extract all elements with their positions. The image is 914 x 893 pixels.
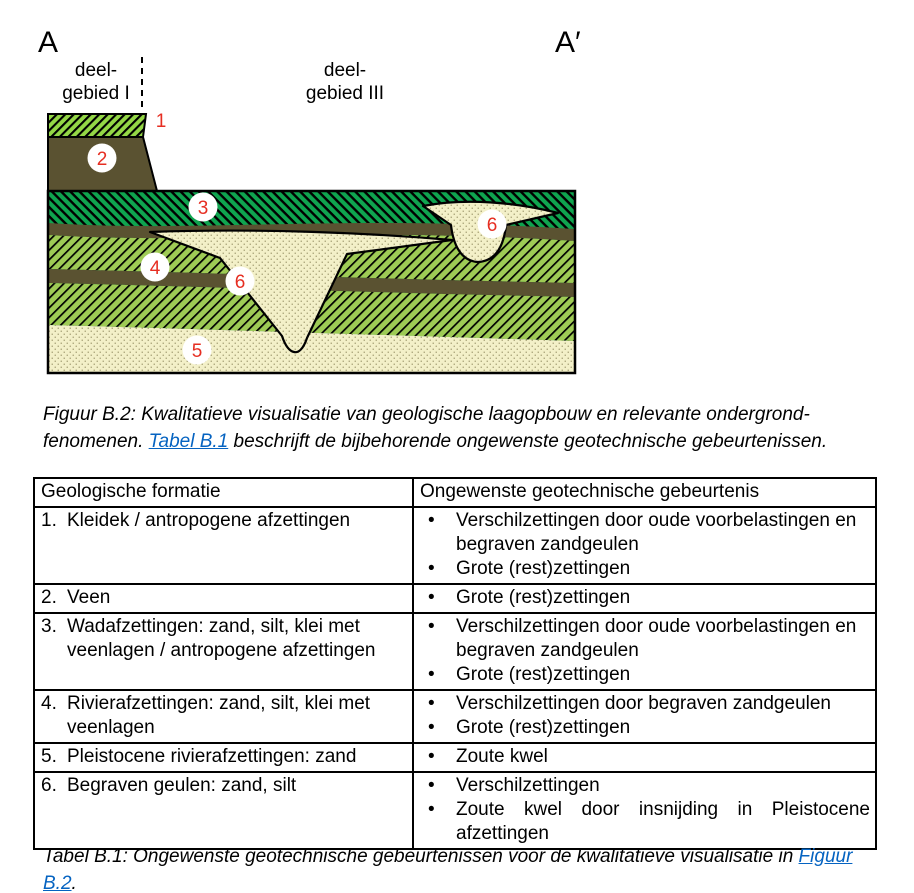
formation-cell xyxy=(34,772,413,849)
table-header-row xyxy=(34,478,876,507)
bullet-glyph: • xyxy=(428,510,435,531)
event-bullet-line xyxy=(416,509,873,557)
bullet-glyph: • xyxy=(428,558,435,579)
table-row xyxy=(34,507,876,584)
event-bullet-line xyxy=(416,745,873,769)
events-cell xyxy=(413,772,876,849)
event-text: Grote (rest)zettingen xyxy=(456,558,631,579)
bullet-glyph: • xyxy=(428,775,435,796)
event-text: Verschilzettingen xyxy=(456,775,600,796)
table-body xyxy=(34,507,876,849)
formation-text: Kleidek / antropogene afzettingen xyxy=(67,510,351,531)
event-text: Zoute kwel door insnijding in Pleistocene afzettingen xyxy=(456,799,870,844)
formation-cell xyxy=(34,584,413,613)
figure-caption-text-2: beschrijft de bijbehorende ongewenste geotechnische gebeurtenissen. xyxy=(228,431,828,452)
event-bullet-line xyxy=(416,586,873,610)
event-bullet-line xyxy=(416,692,873,716)
event-bullet-line xyxy=(416,716,873,740)
events-cell xyxy=(413,584,876,613)
formation-text: Begraven geulen: zand, silt xyxy=(67,775,297,796)
bullet-glyph: • xyxy=(428,717,435,738)
events-cell xyxy=(413,743,876,772)
table-caption-text-1: Tabel B.1: Ongewenste geotechnische gebeurtenissen voor de kwalitatieve visualisatie in xyxy=(43,846,799,867)
event-text: Verschilzettingen door begraven zandgeulen xyxy=(456,693,831,714)
bullet-glyph: • xyxy=(428,664,435,685)
formation-cell xyxy=(34,690,413,743)
bullet-glyph: • xyxy=(428,616,435,637)
label-6-small: 6 xyxy=(486,215,498,236)
bullet-glyph: • xyxy=(428,799,435,820)
bullet-glyph: • xyxy=(428,746,435,767)
tabel-b1-link[interactable]: Tabel B.1 xyxy=(148,431,229,452)
label-1: 1 xyxy=(155,111,167,132)
region-label-deelgebied-1-line1: deel- xyxy=(74,60,118,81)
event-text: Grote (rest)zettingen xyxy=(456,587,631,608)
label-2: 2 xyxy=(96,149,108,170)
formation-text: Rivierafzettingen: zand, silt, klei met veenlagen xyxy=(67,693,371,738)
geotechnics-table xyxy=(33,477,877,850)
region-label-deelgebied-3-line2: gebied III xyxy=(305,83,385,104)
events-cell xyxy=(413,507,876,584)
table-row xyxy=(34,690,876,743)
formation-number: 3. xyxy=(41,616,57,637)
table-caption xyxy=(43,843,889,893)
table-row xyxy=(34,613,876,690)
events-cell xyxy=(413,690,876,743)
formation-number: 2. xyxy=(41,587,57,608)
figuur-b2-link[interactable]: Figuur B.2 xyxy=(43,846,853,893)
event-bullet-line xyxy=(416,557,873,581)
section-marker-a: A xyxy=(38,26,59,59)
formation-text: Wadafzettingen: zand, silt, klei met veenlagen / antropogene afzettingen xyxy=(67,616,376,661)
formation-cell xyxy=(34,743,413,772)
label-6-large: 6 xyxy=(234,272,246,293)
figure-caption xyxy=(43,401,889,455)
formation-text: Pleistocene rivierafzettingen: zand xyxy=(67,746,357,767)
label-3: 3 xyxy=(197,198,209,219)
event-text: Zoute kwel xyxy=(456,746,548,767)
table-caption-text-2: . xyxy=(71,873,77,893)
geology-cross-section xyxy=(0,0,610,396)
event-bullet-line xyxy=(416,798,873,846)
event-bullet-line xyxy=(416,774,873,798)
region-label-deelgebied-3-line1: deel- xyxy=(323,60,367,81)
layer-1-clay-strip xyxy=(48,114,146,137)
formation-cell xyxy=(34,507,413,584)
table-row xyxy=(34,772,876,849)
column-header-geologische-formatie: Geologische formatie xyxy=(34,478,413,507)
formation-number: 1. xyxy=(41,510,57,531)
label-4: 4 xyxy=(149,258,161,279)
figure-caption-text-1: Figuur B.2: Kwalitatieve visualisatie van geologische laagopbouw en relevante ondergrond-fenomenen. xyxy=(43,404,810,452)
label-5: 5 xyxy=(191,341,203,362)
table-row xyxy=(34,584,876,613)
event-text: Verschilzettingen door oude voorbelastingen en begraven zandgeulen xyxy=(456,616,857,661)
column-header-ongewenste-gebeurtenis: Ongewenste geotechnische gebeurtenis xyxy=(413,478,876,507)
events-cell xyxy=(413,613,876,690)
event-text: Grote (rest)zettingen xyxy=(456,664,631,685)
event-bullet-line xyxy=(416,615,873,663)
event-text: Verschilzettingen door oude voorbelastingen en begraven zandgeulen xyxy=(456,510,857,555)
section-marker-a-prime: A′ xyxy=(555,26,581,59)
formation-cell xyxy=(34,613,413,690)
formation-number: 4. xyxy=(41,693,57,714)
bullet-glyph: • xyxy=(428,693,435,714)
formation-number: 5. xyxy=(41,746,57,767)
event-text: Grote (rest)zettingen xyxy=(456,717,631,738)
event-bullet-line xyxy=(416,663,873,687)
bullet-glyph: • xyxy=(428,587,435,608)
region-label-deelgebied-1-line2: gebied I xyxy=(62,83,130,104)
formation-number: 6. xyxy=(41,775,57,796)
formation-text: Veen xyxy=(67,587,111,608)
table-row xyxy=(34,743,876,772)
